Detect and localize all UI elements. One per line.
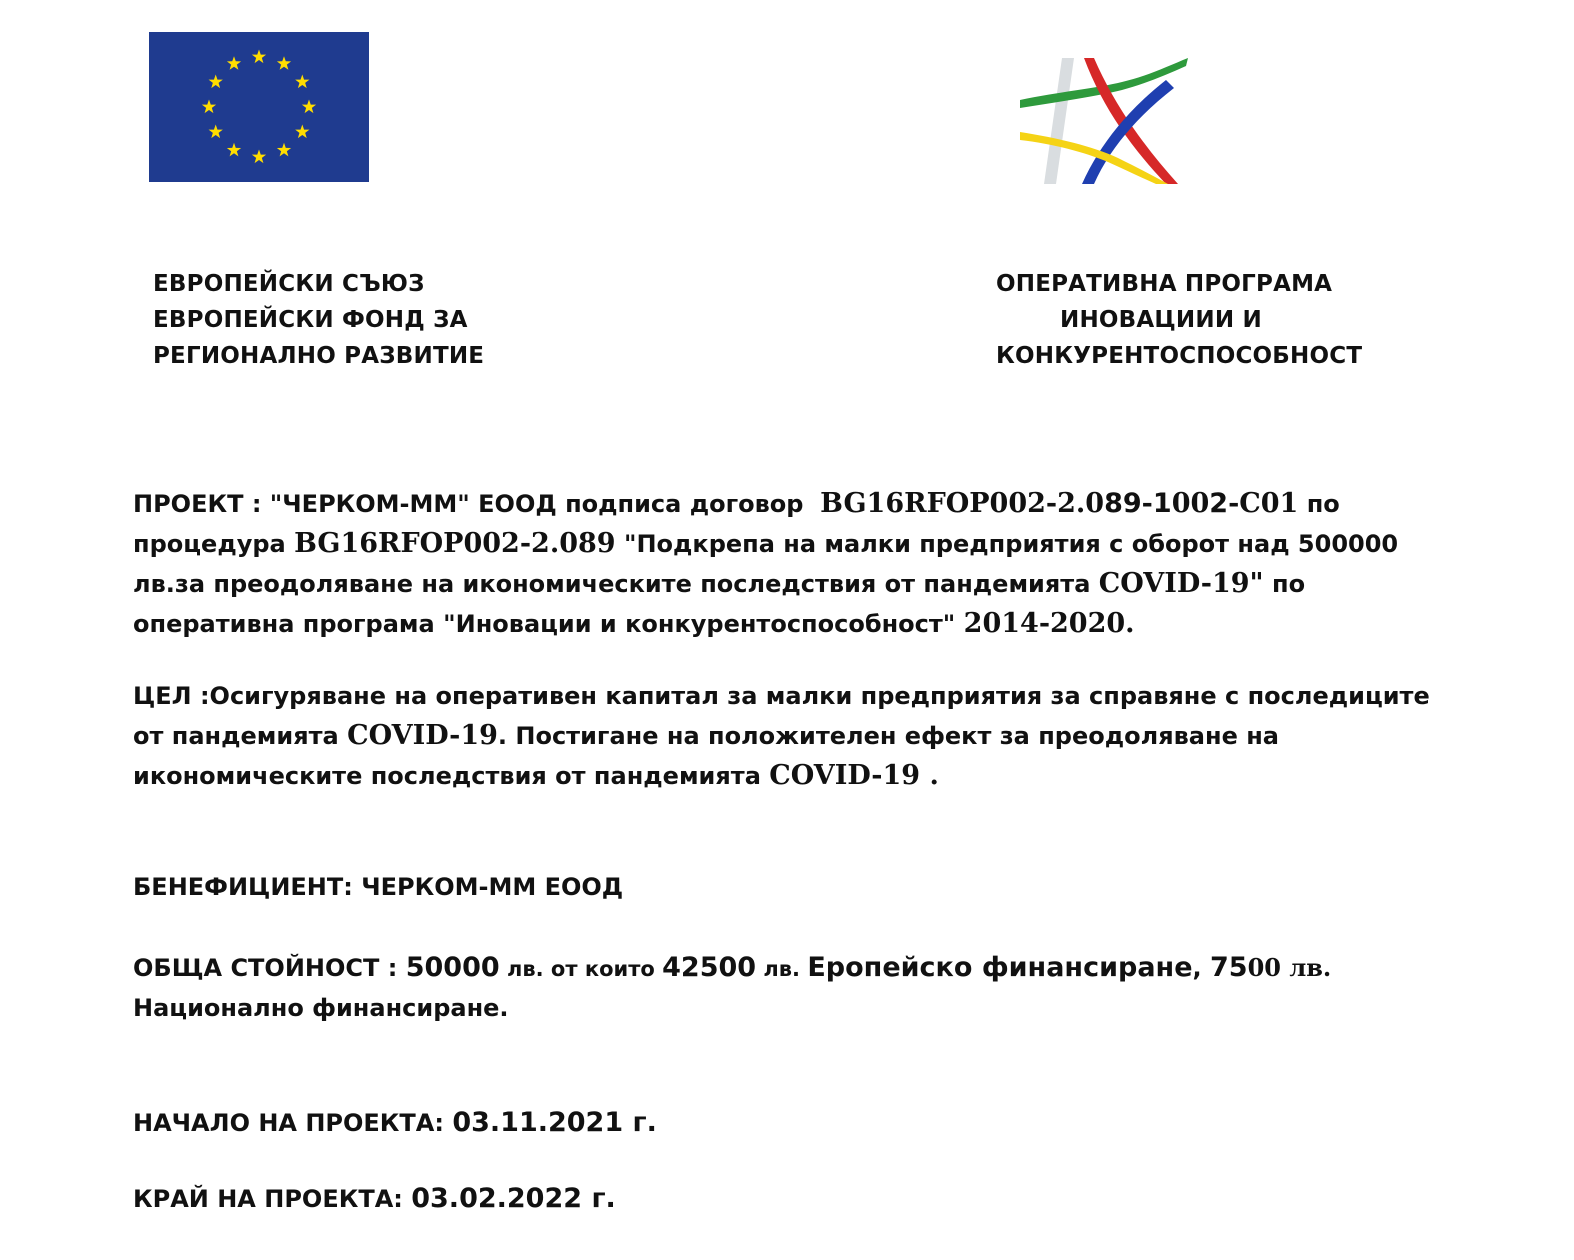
start-label: НАЧАЛО НА ПРОЕКТА: [133, 1109, 453, 1137]
eu-fund-header [153, 266, 573, 374]
program-line2: ИНОВАЦИИИ И [1060, 307, 1262, 333]
procedure-code: BG16RFOP002-2.089 [294, 528, 616, 559]
eu-amount: 42500 [662, 952, 757, 983]
program-line3: КОНКУРЕНТОСПОСОБНОСТ [996, 343, 1363, 369]
program-line1: ОПЕРАТИВНА ПРОГРАМА [996, 271, 1333, 297]
total-unit1: лв. от които [499, 957, 663, 981]
project-po: по [1306, 490, 1340, 518]
contract-code-c: - [1141, 488, 1153, 519]
goal-text2: . Постигане на положителен ефект за преодоляване на икономическите последствия от пандемията [133, 722, 1279, 790]
project-label: ПРОЕКТ : "ЧЕРКОМ-ММ" ЕООД подписа договор [133, 490, 804, 518]
project-end-line [133, 1179, 1463, 1219]
contract-code-d: 1 [1152, 488, 1172, 519]
total-comma: , [1192, 954, 1210, 982]
national-financing-label: Национално финансиране. [133, 994, 509, 1022]
contract-code-f: 2 [1209, 488, 1229, 519]
national-amount-b: 00 лв. [1247, 953, 1332, 982]
contract-code-b: 89 [1104, 488, 1142, 519]
project-covid: COVID-19" [1098, 568, 1264, 599]
eu-financing-label: Еропейско финансиране [807, 952, 1193, 983]
eu-fund-line2: ЕВРОПЕЙСКИ ФОНД ЗА [153, 307, 468, 333]
opic-logo-icon [1018, 52, 1194, 190]
total-amount: 50000 [405, 952, 500, 983]
program-text: по оперативна програма "Иновации и конкурентоспособност" [133, 570, 1306, 638]
total-value-paragraph [133, 948, 1463, 1028]
procedure-text: "Подкрепа на малки предприятия с оборот над 500000 лв.за преодоляване на икономическите последствия от пандемията [133, 530, 1399, 598]
goal-covid1: COVID-19 [347, 720, 498, 751]
start-date: 03.11.2021 г. [452, 1107, 657, 1138]
national-amount-a: 75 [1210, 952, 1248, 983]
contract-code-g: -С01 [1228, 488, 1299, 519]
goal-text1: ЦЕЛ :Осигуряване на оперативен капитал за малки предприятия за справяне с последиците от пандемията [133, 682, 1430, 750]
total-unit2: лв. [756, 957, 808, 981]
end-date: 03.02.2022 г. [411, 1183, 616, 1214]
program-header [996, 266, 1396, 374]
procedure-label: процедура [133, 530, 286, 558]
eu-fund-line1: ЕВРОПЕЙСКИ СЪЮЗ [153, 271, 425, 297]
contract-code-a: BG16RFOP002-2.0 [820, 488, 1105, 519]
end-label: КРАЙ НА ПРОЕКТА: [133, 1185, 412, 1213]
project-paragraph [133, 484, 1463, 644]
goal-covid2: COVID-19 . [769, 760, 939, 791]
program-years: 2014-2020. [963, 608, 1135, 639]
eu-flag-stars [149, 32, 369, 182]
total-label: ОБЩА СТОЙНОСТ : [133, 954, 406, 982]
opic-logo-graphic [1018, 52, 1194, 190]
goal-paragraph [133, 677, 1463, 796]
eu-fund-line3: РЕГИОНАЛНО РАЗВИТИЕ [153, 343, 485, 369]
project-start-line [133, 1103, 1463, 1143]
contract-code-e: 00 [1171, 488, 1210, 519]
beneficiary-line: БЕНЕФИЦИЕНТ: ЧЕРКОМ-ММ ЕООД [133, 873, 624, 901]
eu-flag-icon [149, 32, 369, 182]
